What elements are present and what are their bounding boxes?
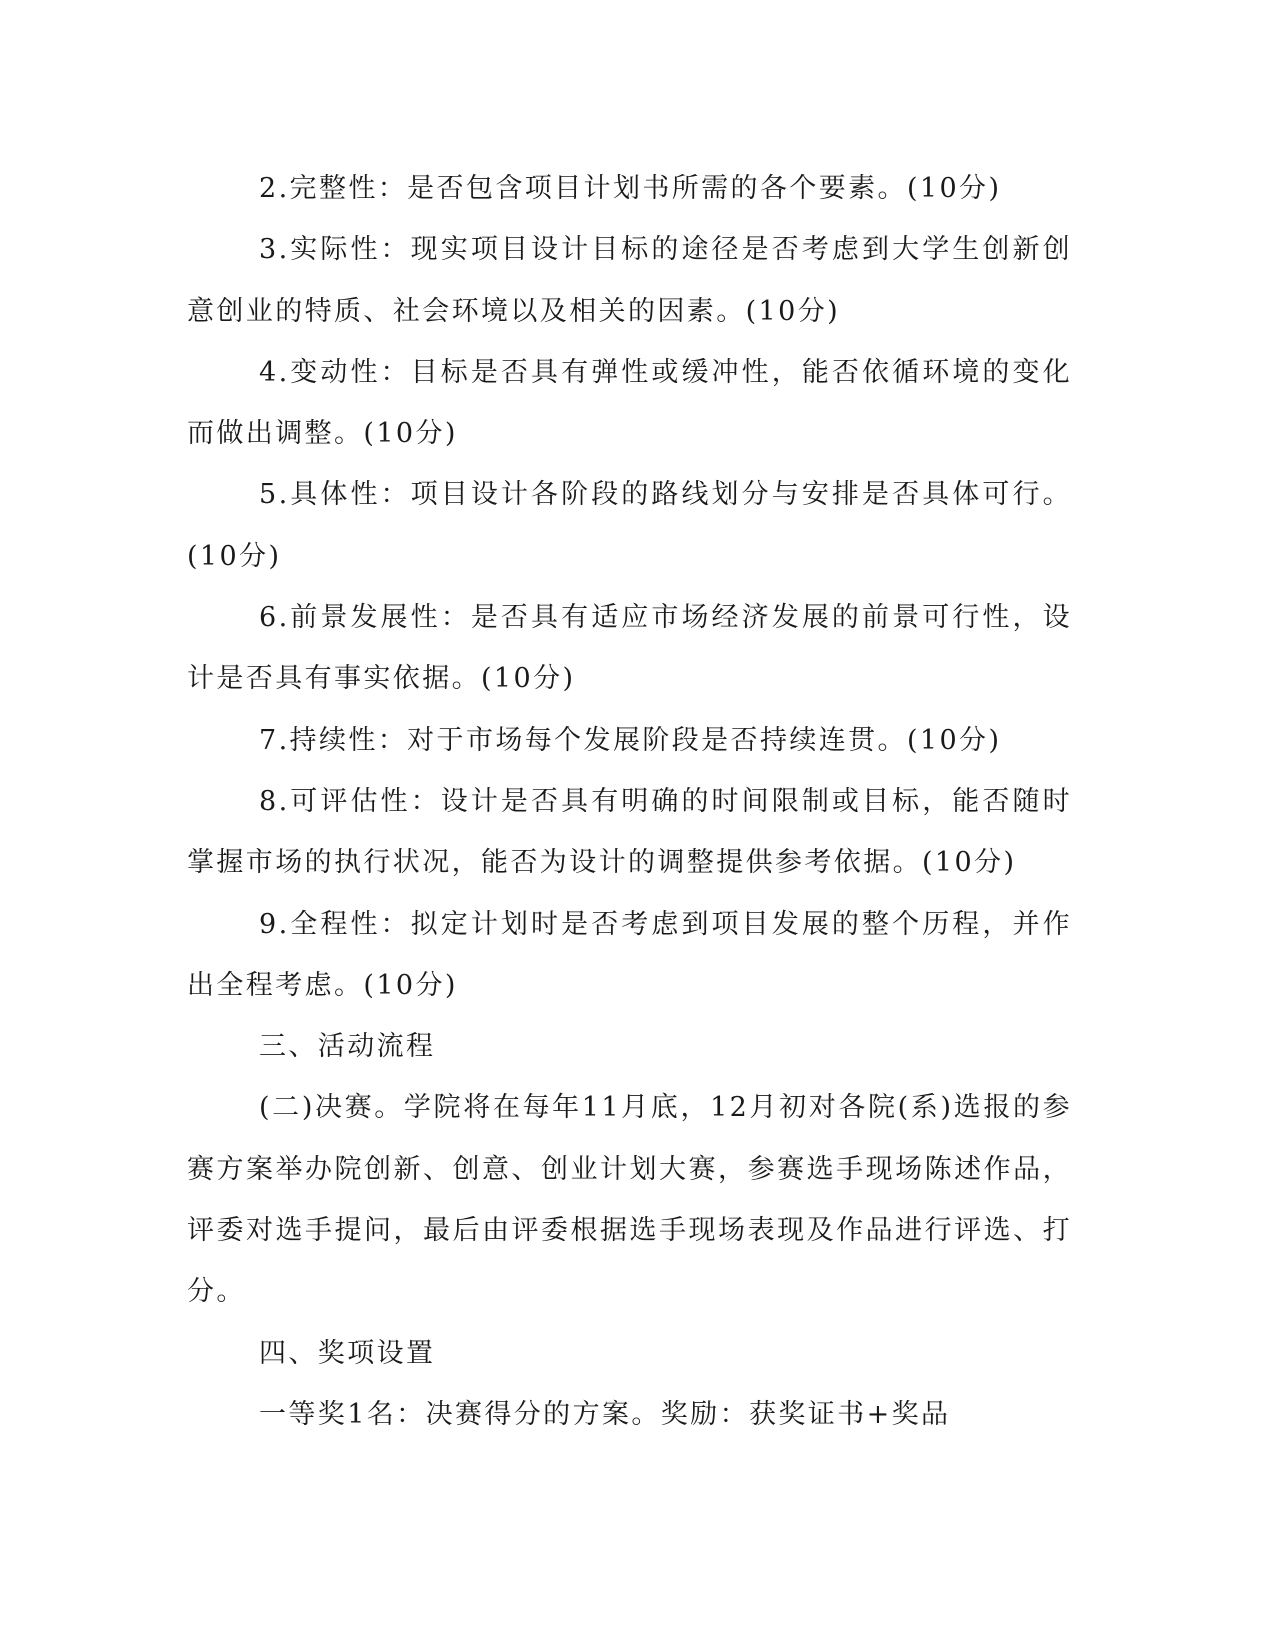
criterion-prospects: 6.前景发展性：是否具有适应市场经济发展的前景可行性，设计是否具有事实依据。(10分) — [187, 602, 1072, 695]
first-prize-paragraph: 一等奖1名：决赛得分的方案。奖励：获奖证书+奖品 — [259, 1398, 951, 1430]
section-heading-activity-process: 三、活动流程 — [259, 1031, 436, 1063]
criterion-flexibility: 4.变动性：目标是否具有弹性或缓冲性，能否依循环境的变化而做出调整。(10分) — [187, 356, 1072, 450]
criterion-practicality: 3.实际性：现实项目设计目标的途径是否考虑到大学生创新创意创业的特质、社会环境以及相关的因素。(10分) — [187, 234, 1072, 327]
section-heading-awards: 四、奖项设置 — [259, 1337, 436, 1369]
criterion-whole-process: 9.全程性：拟定计划时是否考虑到项目发展的整个历程，并作出全程考虑。(10分) — [187, 908, 1072, 1001]
criterion-continuity: 7.持续性：对于市场每个发展阶段是否持续连贯。(10分) — [259, 724, 1002, 756]
final-round-paragraph: (二)决赛。学院将在每年11月底，12月初对各院(系)选报的参赛方案举办院创新、创意、创业计划大赛，参赛选手现场陈述作品，评委对选手提问，最后由评委根据选手现场表现及作品进行评选、打分。 — [187, 1092, 1072, 1308]
criterion-completeness: 2.完整性：是否包含项目计划书所需的各个要素。(10分) — [259, 173, 1002, 204]
criterion-evaluability: 8.可评估性：设计是否具有明确的时间限制或目标，能否随时掌握市场的执行状况，能否为设计的调整提供参考依据。(10分) — [187, 785, 1072, 879]
document-body — [187, 158, 1072, 1445]
criterion-specificity: 5.具体性：项目设计各阶段的路线划分与安排是否具体可行。(10分) — [187, 479, 1072, 572]
